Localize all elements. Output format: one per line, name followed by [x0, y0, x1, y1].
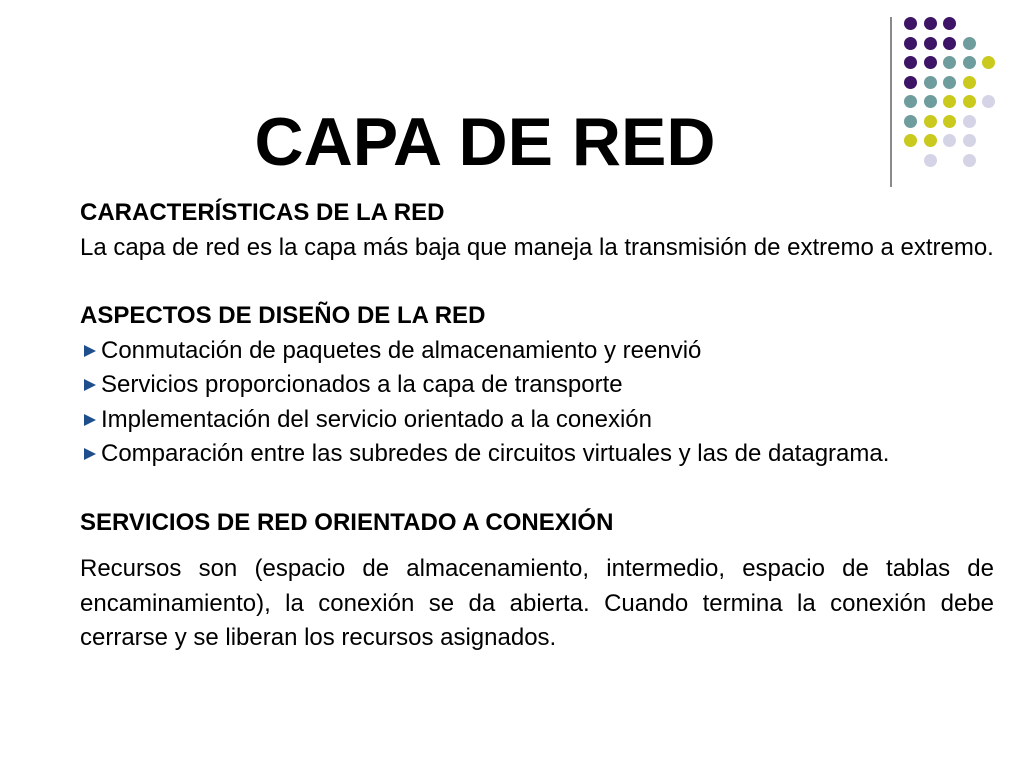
slide-body — [80, 196, 994, 656]
decorative-dot — [904, 17, 917, 30]
triangle-bullet-icon — [84, 414, 96, 426]
decorative-dot — [943, 17, 956, 30]
section-text-servicios: Recursos son (espacio de almacenamiento, intermedio, espacio de tablas de encaminamiento), la conexión se da abierta. Cuando termina la conexión debe cerrarse y se liberan los recursos asignados. — [80, 555, 994, 651]
decorative-dot — [924, 37, 937, 50]
bullet-text: Comparación entre las subredes de circuitos virtuales y las de datagrama. — [101, 440, 890, 467]
bullet-item — [80, 437, 994, 472]
decorative-dot — [904, 37, 917, 50]
decorative-dot — [943, 76, 956, 89]
decorative-dot — [924, 76, 937, 89]
triangle-bullet-icon — [84, 379, 96, 391]
decorative-dot — [904, 56, 917, 69]
decorative-dot — [963, 76, 976, 89]
bullet-text: Implementación del servicio orientado a la conexión — [101, 405, 652, 433]
decorative-dot — [943, 56, 956, 69]
decorative-dot — [982, 56, 995, 69]
decorative-dot — [904, 76, 917, 89]
bullet-text: Servicios proporcionados a la capa de transporte — [101, 371, 623, 398]
slide-title: CAPA DE RED — [254, 104, 716, 180]
bullet-item — [80, 403, 994, 438]
bullet-item — [80, 334, 994, 369]
section-heading-caracteristicas: CARACTERÍSTICAS DE LA RED — [80, 199, 445, 226]
section-heading-aspectos: ASPECTOS DE DISEÑO DE LA RED — [80, 302, 486, 329]
decorative-dot — [943, 37, 956, 50]
spacer — [80, 472, 994, 506]
triangle-bullet-icon — [84, 448, 96, 460]
section-heading-servicios: SERVICIOS DE RED ORIENTADO A CONEXIÓN — [80, 508, 614, 536]
decorative-dot — [982, 95, 995, 108]
triangle-bullet-icon — [84, 345, 96, 357]
bullet-text: Conmutación de paquetes de almacenamiento y reenvió — [101, 336, 702, 364]
decorative-dot — [924, 56, 937, 69]
spacer — [80, 265, 994, 299]
spacer — [80, 540, 994, 552]
decorative-dot — [963, 56, 976, 69]
decorative-dot — [963, 37, 976, 50]
bullet-item — [80, 368, 994, 403]
section-text-caracteristicas: La capa de red es la capa más baja que maneja la transmisión de extremo a extremo. — [80, 233, 994, 261]
decorative-dot — [924, 17, 937, 30]
